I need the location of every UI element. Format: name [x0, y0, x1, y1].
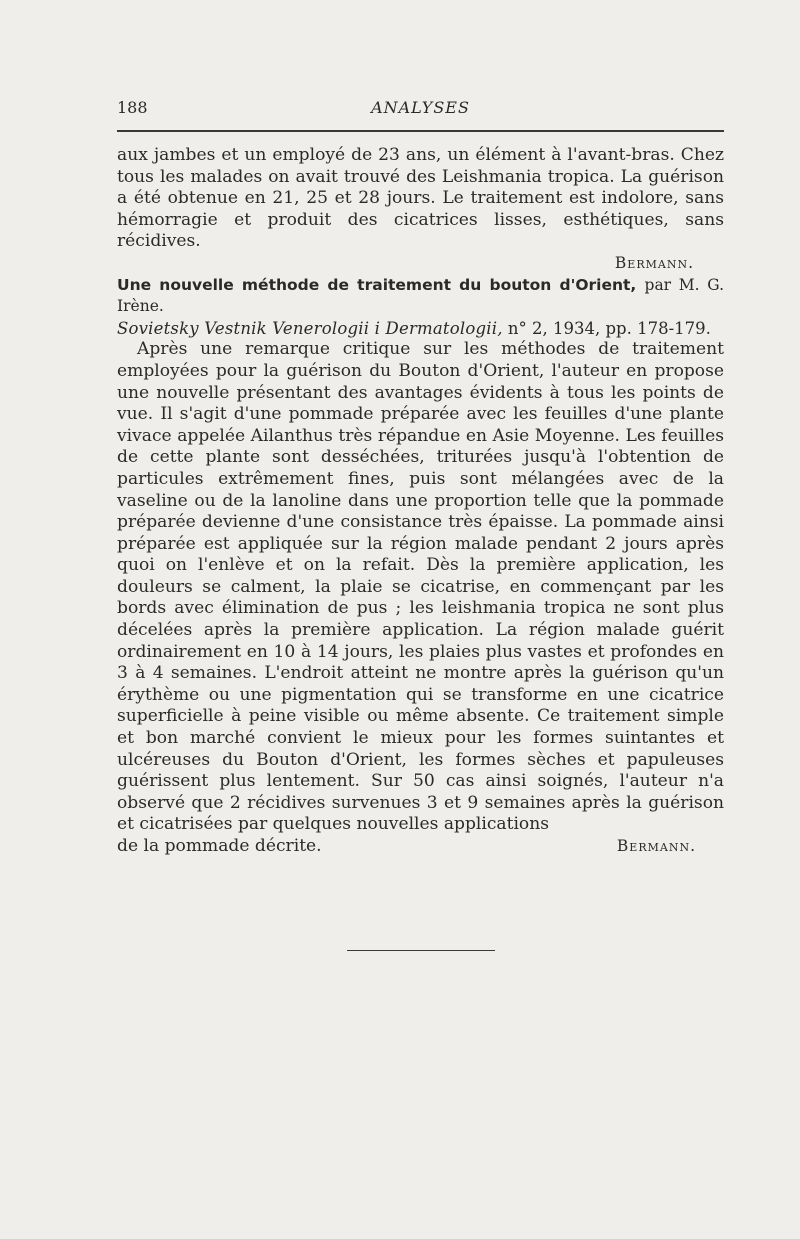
prev-article-text: aux jambes et un employé de 23 ans, un élément à l'avant-bras. Chez tous les malades on avait trouvé des Leishmania tropica. La guérison a été obtenue en 21, 25 et 28 jours. Le traitement est indolore, sans hémorragie et produit des cicatrices lisses, esthétiques, sans récidives. — [117, 145, 724, 252]
article-body-end: de la pommade décrite. — [117, 836, 322, 856]
page-header — [117, 98, 724, 122]
article-signature: Bermann. — [616, 837, 696, 855]
page-content — [117, 145, 724, 858]
header-rule — [117, 130, 724, 132]
page-number: 188 — [117, 98, 148, 117]
article-citation — [117, 318, 724, 340]
end-rule — [347, 950, 495, 951]
running-head: ANALYSES — [371, 98, 470, 117]
journal-name: Sovietsky Vestnik Venerologii i Dermatologii, — [117, 318, 503, 338]
article-author: par M. G. Irène. — [117, 275, 725, 316]
journal-issue: n° 2, 1934, pp. 178-179. — [507, 318, 711, 338]
article-title: Une nouvelle méthode de traitement du bouton d'Orient, — [117, 275, 637, 294]
article-body: Après une remarque critique sur les méthodes de traitement employées pour la guérison du Bouton d'Orient, l'auteur en propose une nouvelle présentant des avantages évidents à tous les points de vue. Il s'agit d'une pommade préparée avec les feuilles d'une plante vivace appelée Ailanthus très répandue en Asie Moyenne. Les feuilles de cette plante sont desséchées, triturées jusqu'à l'obtention de particules extrêmement fines, puis sont mélangées avec de la vaseline ou de la lanoline dans une proportion telle que la pommade préparée devienne d'une consistance très épaisse. La pommade ainsi préparée est appliquée sur la région malade pendant 2 jours après quoi on l'enlève et on la refait. Dès la première application, les douleurs se calment, la plaie se cicatrise, en commençant par les bords avec élimination de pus ; les leishmania tropica ne sont plus décelées après la première application. La région malade guérit ordinairement en 10 à 14 jours, les plaies plus vastes et profondes en 3 à 4 semaines. L'endroit atteint ne montre après la guérison qu'un érythème ou une pigmentation qui se transforme en une cicatrice superficielle à peine visible ou même absente. Ce traitement simple et bon marché convient le mieux pour les formes suintantes et ulcéreuses du Bouton d'Orient, les formes sèches et papuleuses guérissent plus lentement. Sur 50 cas ainsi soignés, l'auteur n'a observé que 2 récidives survenues 3 et 9 semaines après la guérison et cicatrisées par quelques nouvelles applications — [117, 339, 724, 835]
article-body-last-line — [117, 836, 724, 858]
article-heading — [117, 275, 724, 318]
prev-article-signature: Bermann. — [614, 253, 694, 272]
